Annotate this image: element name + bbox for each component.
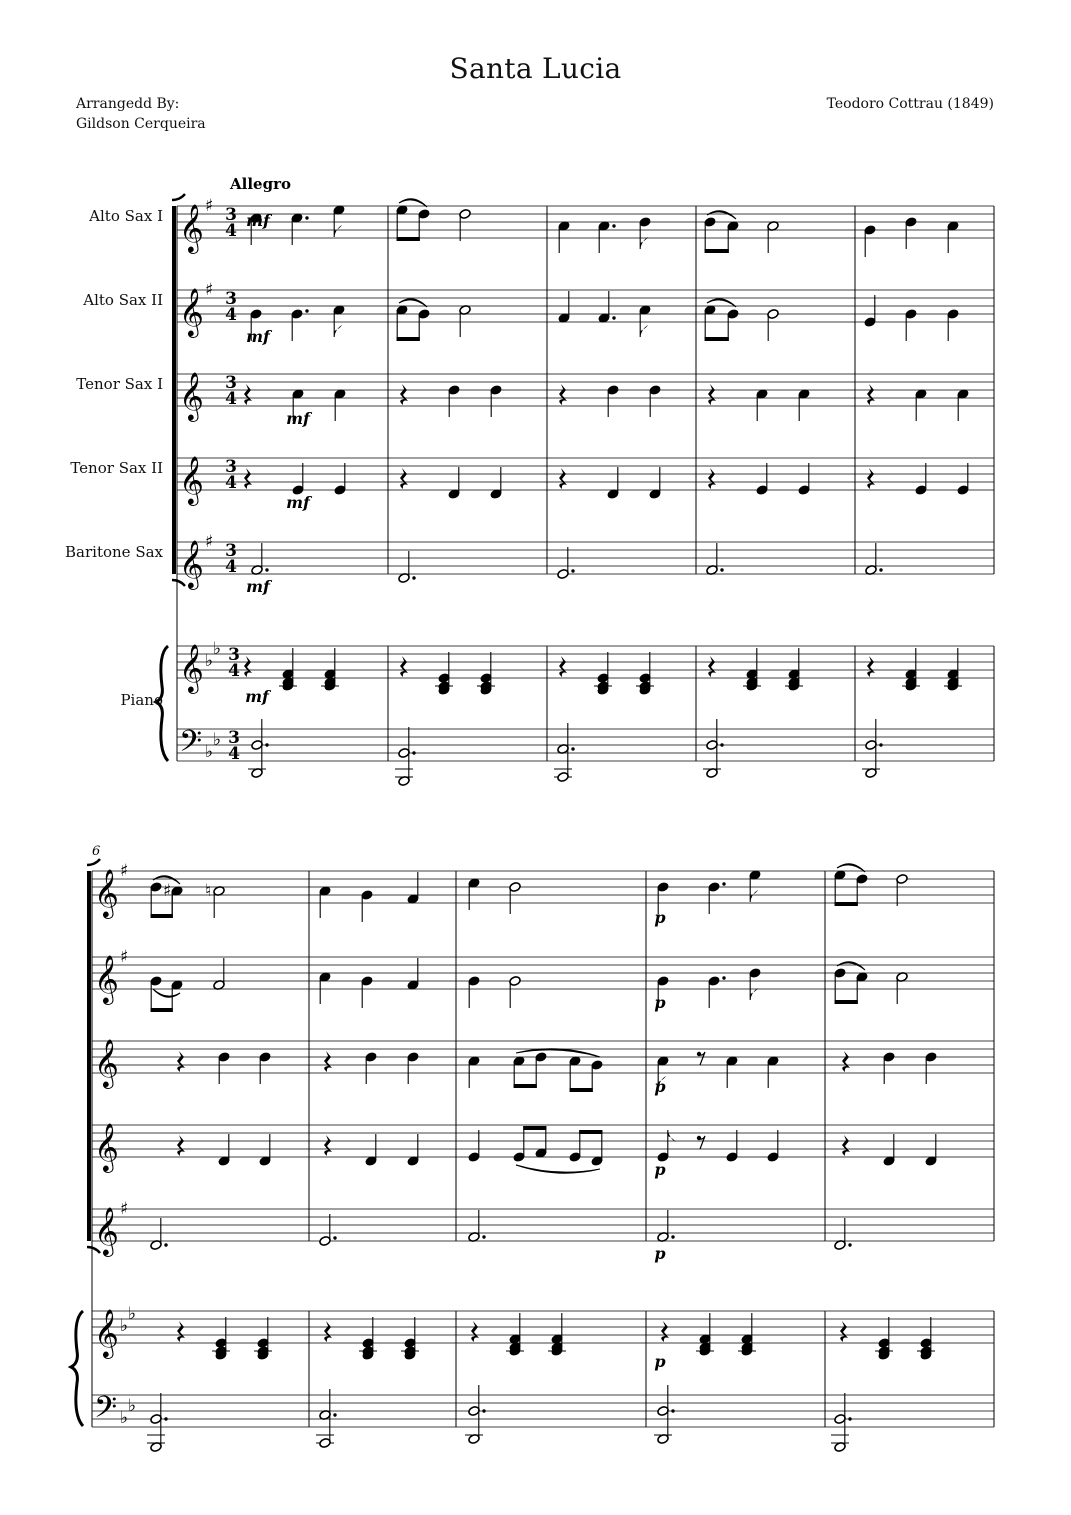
augmentation-dot xyxy=(305,309,308,312)
treble-clef-icon: 𝄞 xyxy=(179,203,204,252)
augmentation-dot xyxy=(720,743,723,746)
treble-clef-icon: 𝄞 xyxy=(94,1308,119,1357)
key-signature-flat: ♭ xyxy=(128,1304,137,1324)
augmentation-dot xyxy=(164,1243,167,1246)
key-signature-sharp: ♯ xyxy=(205,532,214,552)
time-signature-numerator: 3 xyxy=(225,457,237,477)
dynamic-marking: p xyxy=(654,1160,666,1179)
note-flag xyxy=(750,988,758,1000)
augmentation-dot xyxy=(412,751,415,754)
treble-clef-icon: 𝄞 xyxy=(94,1206,119,1255)
beam xyxy=(705,337,729,341)
time-signature-denominator: 4 xyxy=(228,744,240,764)
augmentation-dot xyxy=(722,976,725,979)
piano-brace xyxy=(71,1311,83,1426)
key-signature-sharp: ♯ xyxy=(120,861,129,881)
instrument-label: Piano xyxy=(120,691,163,709)
augmentation-dot xyxy=(482,1409,485,1412)
quarter-rest xyxy=(708,468,716,489)
beam xyxy=(514,1084,537,1088)
dynamic-marking: mf xyxy=(286,493,310,512)
dynamic-marking: mf xyxy=(286,409,310,428)
augmentation-dot xyxy=(848,1243,851,1246)
key-signature-flat: ♭ xyxy=(213,730,222,750)
augmentation-dot xyxy=(333,1236,336,1239)
quarter-rest xyxy=(661,1321,669,1342)
augmentation-dot xyxy=(305,216,308,219)
beam xyxy=(397,237,420,241)
augmentation-dot xyxy=(333,1413,336,1416)
augmentation-dot xyxy=(720,568,723,571)
key-signature-flat: ♭ xyxy=(120,1408,129,1428)
augmentation-dot xyxy=(412,576,415,579)
beam xyxy=(151,914,173,918)
quarter-rest xyxy=(842,1051,850,1072)
beam xyxy=(523,1126,546,1130)
dynamic-marking: mf xyxy=(246,211,270,230)
augmentation-dot xyxy=(612,224,615,227)
quarter-rest xyxy=(867,468,875,489)
time-signature-numerator: 3 xyxy=(225,205,237,225)
measure-number: 6 xyxy=(92,844,101,859)
quarter-rest xyxy=(559,656,567,677)
quarter-rest xyxy=(324,1135,332,1156)
beam xyxy=(705,249,729,253)
augmentation-dot xyxy=(879,743,882,746)
dynamic-marking: p xyxy=(654,993,666,1012)
composer: Teodoro Cottrau (1849) xyxy=(826,96,994,112)
time-signature-denominator: 4 xyxy=(225,557,237,577)
time-signature-denominator: 4 xyxy=(228,661,240,681)
beam xyxy=(835,1000,858,1004)
quarter-rest xyxy=(177,1321,185,1342)
quarter-rest xyxy=(559,468,567,489)
slur xyxy=(516,1165,600,1173)
key-signature-sharp: ♯ xyxy=(205,280,214,300)
dynamic-marking: p xyxy=(654,1244,666,1263)
beam xyxy=(835,902,858,906)
quarter-rest xyxy=(867,656,875,677)
quarter-rest xyxy=(244,656,252,677)
instrument-label: Tenor Sax II xyxy=(70,459,163,477)
instrument-label: Alto Sax I xyxy=(89,207,163,225)
treble-clef-icon: 𝄞 xyxy=(94,868,119,917)
quarter-rest xyxy=(177,1135,185,1156)
quarter-rest xyxy=(708,384,716,405)
slur xyxy=(516,1049,600,1057)
treble-clef-icon: 𝄞 xyxy=(179,643,204,692)
dynamic-marking: mf xyxy=(246,577,270,596)
quarter-rest xyxy=(400,468,408,489)
quarter-rest xyxy=(867,384,875,405)
natural-accidental: ♮ xyxy=(205,881,212,901)
score-title: Santa Lucia xyxy=(449,52,622,85)
augmentation-dot xyxy=(848,1417,851,1420)
treble-clef-icon: 𝄞 xyxy=(94,1038,119,1087)
quarter-rest xyxy=(244,384,252,405)
slur xyxy=(153,989,180,997)
key-signature-sharp: ♯ xyxy=(120,1199,129,1219)
tempo-marking: Allegro xyxy=(230,175,291,193)
note-flag xyxy=(668,1130,676,1142)
beam xyxy=(151,1008,173,1012)
dynamic-marking: p xyxy=(654,908,666,927)
augmentation-dot xyxy=(671,1409,674,1412)
treble-clef-icon: 𝄞 xyxy=(179,371,204,420)
note-flag xyxy=(334,325,342,337)
instrument-label: Baritone Sax xyxy=(65,543,163,561)
time-signature-numerator: 3 xyxy=(228,645,240,665)
beam xyxy=(397,337,420,341)
quarter-rest xyxy=(400,656,408,677)
dynamic-marking: p xyxy=(654,1352,666,1371)
augmentation-dot xyxy=(164,1417,167,1420)
quarter-rest xyxy=(559,384,567,405)
beam xyxy=(570,1088,593,1092)
dynamic-marking: mf xyxy=(246,327,270,346)
time-signature-denominator: 4 xyxy=(225,305,237,325)
note-flag xyxy=(640,237,648,249)
augmentation-dot xyxy=(571,569,574,572)
augmentation-dot xyxy=(612,316,615,319)
bass-clef-icon: 𝄢 xyxy=(94,1391,118,1432)
time-signature-numerator: 3 xyxy=(228,728,240,748)
time-signature-denominator: 4 xyxy=(225,473,237,493)
time-signature-denominator: 4 xyxy=(225,221,237,241)
time-signature-numerator: 3 xyxy=(225,541,237,561)
augmentation-dot xyxy=(482,1235,485,1238)
treble-clef-icon: 𝄞 xyxy=(94,1122,119,1171)
quarter-rest xyxy=(400,384,408,405)
note-flag xyxy=(334,225,342,237)
time-signature-numerator: 3 xyxy=(225,289,237,309)
augmentation-dot xyxy=(265,568,268,571)
dynamic-marking: mf xyxy=(245,687,269,706)
augmentation-dot xyxy=(722,882,725,885)
sharp-accidental: ♯ xyxy=(163,881,172,901)
key-signature-sharp: ♯ xyxy=(120,947,129,967)
quarter-rest xyxy=(840,1321,848,1342)
bracket-top-hook xyxy=(172,194,185,200)
quarter-rest xyxy=(177,1051,185,1072)
instrument-label: Alto Sax II xyxy=(83,291,163,309)
note-flag xyxy=(640,325,648,337)
time-signature-denominator: 4 xyxy=(225,389,237,409)
quarter-rest xyxy=(471,1321,479,1342)
time-signature-numerator: 3 xyxy=(225,373,237,393)
key-signature-flat: ♭ xyxy=(213,639,222,659)
treble-clef-icon: 𝄞 xyxy=(94,954,119,1003)
quarter-rest xyxy=(324,1321,332,1342)
treble-clef-icon: 𝄞 xyxy=(179,455,204,504)
beam xyxy=(579,1130,602,1134)
key-signature-sharp: ♯ xyxy=(205,196,214,216)
augmentation-dot xyxy=(265,743,268,746)
bracket-top-hook xyxy=(87,859,100,865)
instrument-label: Tenor Sax I xyxy=(76,375,163,393)
quarter-rest xyxy=(324,1051,332,1072)
quarter-rest xyxy=(842,1135,850,1156)
arranger-label: Arrangedd By: xyxy=(76,96,180,112)
quarter-rest xyxy=(708,656,716,677)
arranger-name: Gildson Cerqueira xyxy=(76,116,206,132)
treble-clef-icon: 𝄞 xyxy=(179,539,204,588)
key-signature-flat: ♭ xyxy=(128,1396,137,1416)
bass-clef-icon: 𝄢 xyxy=(179,725,203,766)
dynamic-marking: p xyxy=(654,1077,666,1096)
augmentation-dot xyxy=(571,747,574,750)
treble-clef-icon: 𝄞 xyxy=(179,287,204,336)
key-signature-flat: ♭ xyxy=(120,1316,129,1336)
key-signature-flat: ♭ xyxy=(205,742,214,762)
note-flag xyxy=(750,890,758,902)
quarter-rest xyxy=(244,468,252,489)
augmentation-dot xyxy=(879,568,882,571)
key-signature-flat: ♭ xyxy=(205,651,214,671)
augmentation-dot xyxy=(671,1235,674,1238)
